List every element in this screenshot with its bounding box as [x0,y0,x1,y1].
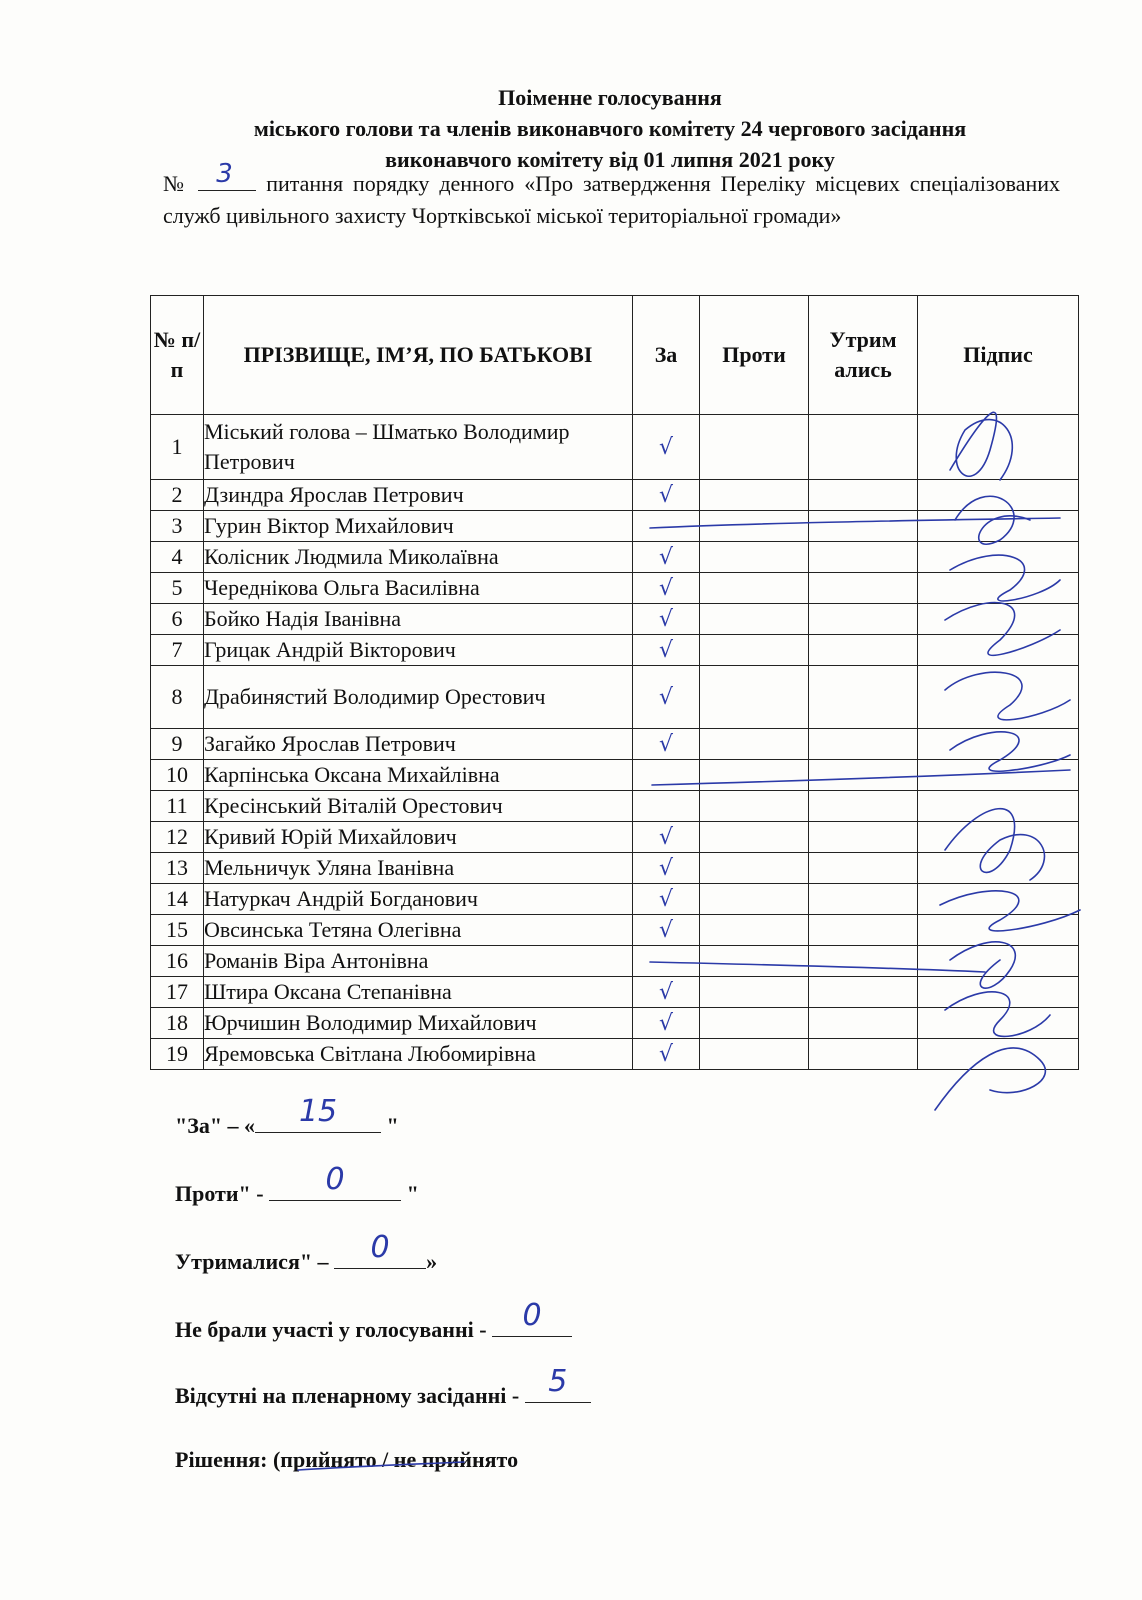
table-row [151,1008,1079,1039]
vote-abstained-cell [809,853,918,884]
signature-cell [918,1039,1079,1070]
vote-for-mark: √ [633,1008,700,1039]
vote-against-cell [700,946,809,977]
signature-cell [918,666,1079,729]
summary-for-open-quote: « [244,1113,256,1138]
summary-for-label: "За" – [175,1113,239,1138]
vote-abstained-cell [809,884,918,915]
vote-abstained-cell [809,1008,918,1039]
vote-abstained-cell [809,635,918,666]
row-number: 19 [151,1039,204,1070]
summary-decision: Рішення: (прийнято / не прийнято [175,1447,519,1472]
vote-abstained-cell [809,915,918,946]
table-row [151,946,1079,977]
signature-cell [918,1008,1079,1039]
summary-against [175,1162,419,1207]
vote-for-mark: √ [633,542,700,573]
vote-against-cell [700,573,809,604]
row-number: 13 [151,853,204,884]
row-number: 3 [151,511,204,542]
member-name: Юрчишин Володимир Михайлович [204,1008,633,1039]
vote-against-cell [700,480,809,511]
vote-for-mark: √ [633,915,700,946]
summary-against-label: Проти" - [175,1181,264,1206]
signature-cell [918,977,1079,1008]
meeting-date-line: виконавчого комітету від 01 липня 2021 року [385,147,835,172]
summary-against-value: 0 [325,1162,345,1197]
header-for: За [633,296,700,415]
vote-abstained-cell [809,1039,918,1070]
vote-against-cell [700,1039,809,1070]
row-number: 16 [151,946,204,977]
table-row [151,415,1079,480]
summary-abstained [175,1230,438,1275]
vote-abstained-cell [809,415,918,480]
row-number: 11 [151,791,204,822]
table-row [151,542,1079,573]
member-name: Дзиндра Ярослав Петрович [204,480,633,511]
vote-abstained-cell [809,977,918,1008]
vote-abstained-cell [809,946,918,977]
signature-cell [918,791,1079,822]
row-number: 5 [151,573,204,604]
table-row [151,480,1079,511]
vote-abstained-cell [809,604,918,635]
table-row [151,1039,1079,1070]
row-number: 8 [151,666,204,729]
row-number: 14 [151,884,204,915]
vote-against-cell [700,604,809,635]
member-name: Натуркач Андрій Богданович [204,884,633,915]
vote-for-mark: √ [633,822,700,853]
header-name: ПРІЗВИЩЕ, ІМ’Я, ПО БАТЬКОВІ [204,296,633,415]
vote-abstained-cell [809,573,918,604]
row-number: 6 [151,604,204,635]
member-name: Штира Оксана Степанівна [204,977,633,1008]
signature-cell [918,542,1079,573]
member-name: Мельничук Уляна Іванівна [204,853,633,884]
table-row [151,791,1079,822]
vote-for-mark [633,760,700,791]
signature-cell [918,573,1079,604]
signature-cell [918,884,1079,915]
vote-for-mark: √ [633,635,700,666]
signature-cell [918,760,1079,791]
vote-abstained-cell [809,791,918,822]
summary-abstained-value: 0 [370,1230,390,1265]
table-row [151,915,1079,946]
row-number: 15 [151,915,204,946]
vote-abstained-cell [809,760,918,791]
table-row [151,666,1079,729]
vote-for-mark: √ [633,573,700,604]
summary-not-voting-blank [492,1298,572,1337]
table-row [151,884,1079,915]
member-name: Гурин Віктор Михайлович [204,511,633,542]
vote-abstained-cell [809,822,918,853]
summary-for-value: 15 [298,1094,338,1129]
summary-for-close-quote: " [386,1113,399,1138]
row-number: 9 [151,729,204,760]
row-number: 17 [151,977,204,1008]
summary-against-blank [269,1162,401,1201]
roll-call-table [150,295,1079,1070]
vote-for-mark: √ [633,480,700,511]
vote-against-cell [700,415,809,480]
signature-cell [918,480,1079,511]
vote-abstained-cell [809,729,918,760]
summary-abstained-label: Утрималися" – [175,1249,329,1274]
row-number: 12 [151,822,204,853]
vote-for-mark: √ [633,666,700,729]
member-name: Череднікова Ольга Василівна [204,573,633,604]
member-name: Яремовська Світлана Любомирівна [204,1039,633,1070]
table-row [151,760,1079,791]
signature-cell [918,822,1079,853]
table-row [151,635,1079,666]
header-signature: Підпис [918,296,1079,415]
summary-abstained-blank [334,1230,426,1269]
vote-against-cell [700,511,809,542]
member-name: Колісник Людмила Миколаївна [204,542,633,573]
vote-abstained-cell [809,666,918,729]
row-number: 18 [151,1008,204,1039]
vote-for-mark: √ [633,977,700,1008]
summary-not-voting-label: Не брали участі у голосуванні - [175,1317,487,1342]
summary-absent-blank [525,1364,591,1403]
member-name: Карпінська Оксана Михайлівна [204,760,633,791]
vote-against-cell [700,1008,809,1039]
row-number: 10 [151,760,204,791]
signature-cell [918,635,1079,666]
member-name: Грицак Андрій Вікторович [204,635,633,666]
row-number: 7 [151,635,204,666]
vote-for-mark: √ [633,604,700,635]
vote-against-cell [700,542,809,573]
member-name: Овсинська Тетяна Олегівна [204,915,633,946]
signature-cell [918,511,1079,542]
document-subtitle: міського голови та членів виконавчого комітету 24 чергового засідання [253,116,967,141]
header-number: № п/п [151,296,204,415]
table-row [151,822,1079,853]
agenda-number-blank [198,159,256,191]
signature-cell [918,853,1079,884]
table-row [151,604,1079,635]
signature-cell [918,729,1079,760]
vote-against-cell [700,884,809,915]
vote-against-cell [700,635,809,666]
member-name: Міський голова – Шматько Володимир Петрович [204,415,633,480]
vote-abstained-cell [809,480,918,511]
vote-for-mark: √ [633,853,700,884]
table-row [151,729,1079,760]
summary-not-voting-value: 0 [522,1298,542,1333]
table-row [151,573,1079,604]
vote-for-mark [633,791,700,822]
vote-for-mark: √ [633,415,700,480]
vote-against-cell [700,791,809,822]
vote-for-mark: √ [633,729,700,760]
summary-abstained-close-quote: » [426,1249,438,1274]
signature-cell [918,915,1079,946]
summary-absent [175,1364,591,1409]
table-row [151,511,1079,542]
table-body [151,415,1079,1070]
summary-for-blank [255,1094,381,1133]
table-header-row [151,296,1079,415]
vote-against-cell [700,977,809,1008]
member-name: Драбинястий Володимир Орестович [204,666,633,729]
header-against: Проти [700,296,809,415]
table-row [151,977,1079,1008]
summary-for [175,1094,399,1139]
member-name: Кривий Юрій Михайлович [204,822,633,853]
signature-cell [918,415,1079,480]
summary-not-voting [175,1298,572,1343]
row-number: 1 [151,415,204,480]
agenda-number-sign: № [163,171,189,196]
summary-absent-value: 5 [548,1364,568,1399]
signature-cell [918,946,1079,977]
agenda-text: питання порядку денного «Про затвердження Переліку місцевих спеціалізованих служб цивільного захисту Чортківської міської територіальної громади» [163,171,1061,228]
member-name: Кресінський Віталій Орестович [204,791,633,822]
vote-abstained-cell [809,511,918,542]
vote-against-cell [700,760,809,791]
member-name: Бойко Надія Іванівна [204,604,633,635]
summary-against-close-quote: " [406,1181,419,1206]
signature-cell [918,604,1079,635]
vote-against-cell [700,915,809,946]
vote-for-mark: √ [633,1039,700,1070]
row-number: 4 [151,542,204,573]
table-row [151,853,1079,884]
vote-against-cell [700,666,809,729]
document-title: Поіменне голосування [498,85,722,110]
summary-absent-label: Відсутні на пленарному засіданні - [175,1383,520,1408]
vote-for-mark: √ [633,884,700,915]
header-abstained: Утрим ались [809,296,918,415]
vote-for-mark [633,511,700,542]
vote-against-cell [700,729,809,760]
vote-for-mark [633,946,700,977]
vote-against-cell [700,853,809,884]
row-number: 2 [151,480,204,511]
member-name: Загайко Ярослав Петрович [204,729,633,760]
agenda-number-handwritten: 3 [216,159,233,189]
vote-abstained-cell [809,542,918,573]
member-name: Романів Віра Антонівна [204,946,633,977]
vote-against-cell [700,822,809,853]
